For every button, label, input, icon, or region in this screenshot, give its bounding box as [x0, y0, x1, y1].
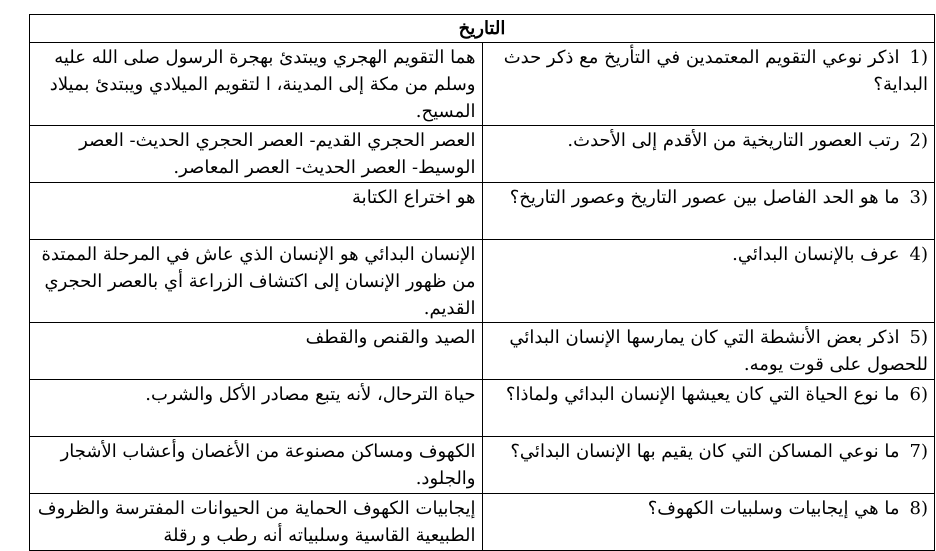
question-text: رتب العصور التاريخية من الأقدم إلى الأحدث. [567, 130, 900, 151]
answer-cell: هو اختراع الكتابة [30, 183, 483, 240]
answer-cell: الإنسان البدائي هو الإنسان الذي عاش في المرحلة الممتدة من ظهور الإنسان إلى اكتشاف الزراعة أي بالعصر الحجري القديم. [30, 240, 483, 323]
table-row [30, 240, 935, 323]
table-title: التاريخ [30, 15, 935, 43]
question-cell [482, 43, 935, 126]
answer-cell: الصيد والقنص والقطف [30, 323, 483, 380]
question-text: ما نوعي المساكن التي كان يقيم بها الإنسان البدائي؟ [510, 441, 900, 462]
question-number: 6) [909, 384, 928, 405]
table-title-row [30, 15, 935, 43]
question-number: 8) [909, 498, 928, 519]
document-page [29, 14, 935, 551]
question-number: 1) [909, 47, 928, 68]
table-row [30, 323, 935, 380]
question-number: 7) [909, 441, 928, 462]
answer-cell: إيجابيات الكهوف الحماية من الحيوانات المفترسة والظروف الطبيعية القاسية وسلبياته أنه رطب و رقلة [30, 494, 483, 551]
table-row [30, 126, 935, 183]
answer-cell: العصر الحجري القديم- العصر الحجري الحديث- العصر الوسيط- العصر الحديث- العصر المعاصر. [30, 126, 483, 183]
table-row [30, 183, 935, 240]
question-number: 3) [909, 187, 928, 208]
question-text: ما هو الحد الفاصل بين عصور التاريخ وعصور التاريخ؟ [509, 187, 900, 208]
question-cell [482, 380, 935, 437]
question-cell [482, 437, 935, 494]
question-cell [482, 126, 935, 183]
answer-cell: حياة الترحال، لأنه يتبع مصادر الأكل والشرب. [30, 380, 483, 437]
question-cell [482, 494, 935, 551]
answer-cell: الكهوف ومساكن مصنوعة من الأغصان وأعشاب الأشجار والجلود. [30, 437, 483, 494]
question-text: اذكر بعض الأنشطة التي كان يمارسها الإنسان البدائي للحصول على قوت يومه. [509, 327, 928, 375]
table-row [30, 380, 935, 437]
question-cell [482, 183, 935, 240]
question-text: ما نوع الحياة التي كان يعيشها الإنسان البدائي ولماذا؟ [505, 384, 900, 405]
question-text: عرف بالإنسان البدائي. [732, 244, 900, 265]
question-number: 4) [909, 244, 928, 265]
question-cell [482, 240, 935, 323]
question-number: 5) [909, 327, 928, 348]
question-cell [482, 323, 935, 380]
table-row [30, 43, 935, 126]
answer-cell: هما التقويم الهجري ويبتدئ بهجرة الرسول صلى الله عليه وسلم من مكة إلى المدينة، ا لتقويم الميلادي ويبتدئ بميلاد المسيح. [30, 43, 483, 126]
table-row [30, 437, 935, 494]
question-text: اذكر نوعي التقويم المعتمدين في التأريخ مع ذكر حدث البداية؟ [503, 47, 928, 95]
qa-table [29, 14, 935, 551]
table-row [30, 494, 935, 551]
question-number: 2) [909, 130, 928, 151]
question-text: ما هي إيجابيات وسلبيات الكهوف؟ [647, 498, 900, 519]
